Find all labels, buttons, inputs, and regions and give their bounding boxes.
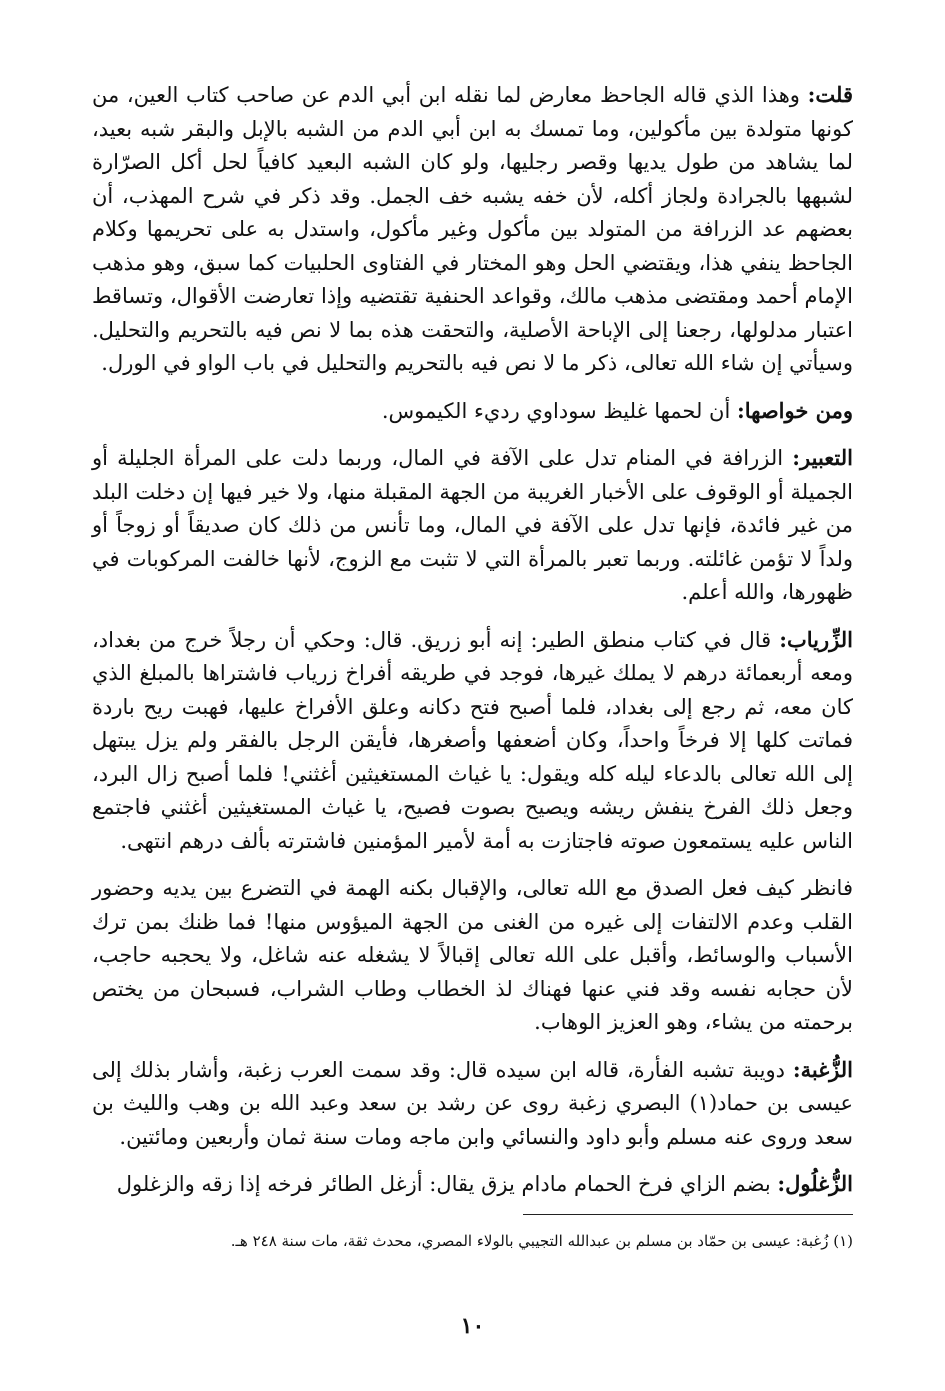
paragraph (92, 623, 853, 859)
paragraph-heading: ومن خواصها: (736, 397, 853, 423)
paragraph (92, 1167, 853, 1202)
paragraph-heading: الزِّرياب: (779, 626, 853, 652)
body-text (92, 78, 853, 1202)
paragraph-heading: الزُّغلُول: (777, 1171, 853, 1196)
paragraph-text: وهذا الذي قاله الجاحظ معارض لما نقله ابن أبي الدم عن صاحب كتاب العين، من كونها متولدة بين مأكولين، وما تمسك به ابن أبي الدم من الشبه بالإبل والبقر شبه بعيد، لما يشاهد من طول يديها وقصر رجليها، ولو كان الشبه البعيد كافياً لحل أكل الصرّارة لشبهها بالجرادة ولجاز أكله، لأن خفه يشبه خف الجمل. وقد ذكر في شرح المهذب، أن بعضهم عد الزرافة من المتولد بين مأكول وغير مأكول، واستدل به على تحريمها وكلام الجاحظ ينفي هذا، ويقتضي الحل وهو المختار في الفتاوى الحلبيات كما سبق، وهو مذهب الإمام أحمد ومقتضى مذهب مالك، وقواعد الحنفية تقتضيه وإذا تعارضت الأقوال، وتساقط اعتبار مدلولها، رجعنا إلى الإباحة الأصلية، والتحقت هذه بما لا نص فيه بالتحريم والتحليل. وسيأتي إن شاء الله تعالى، ذكر ما لا نص فيه بالتحريم والتحليل في باب الواو في الورل. (92, 83, 853, 375)
paragraph-heading: قلت: (807, 82, 853, 107)
paragraph-text: فانظر كيف فعل الصدق مع الله تعالى، والإقبال بكنه الهمة في التضرع بين يديه وحضور القلب وعدم الالتفات إلى غيره من الغنى من الجهة الميؤوس منها! فما ظنك بمن ترك الأسباب والوسائط، وأقبل على الله تعالى إقبالاً لا يشغله عنه شاغل، ولا يحجبه حاجب، لأن حجابه نفسه وقد فني عنها فهناك لذ الخطاب وطاب الشراب، فسبحان من يختص برحمته من يشاء، وهو العزيز الوهاب. (92, 876, 853, 1034)
paragraph-heading: الزُّغبة: (792, 1056, 853, 1082)
paragraph-text: الزرافة في المنام تدل على الآفة في المال، وربما دلت على المرأة الجليلة أو الجميلة أو الوقوف على الأخبار الغريبة من الجهة المقبلة منها، ولا خير فيها إن دخلت البلد من غير فائدة، فإنها تدل على الآفة في المال، وما تأنس من ذلك كان صديقاً أو زوجاً أو ولداً لا تؤمن غائلته. وربما تعبر بالمرأة التي لا تثبت مع الزوج، لأنها خالفت المركوبات في ظهورها، والله أعلم. (92, 446, 853, 604)
page-number: ١٠ (460, 1313, 485, 1339)
paragraph-text: دويبة تشبه الفأرة، قاله ابن سيده قال: وقد سمت العرب زغبة، وأشار بذلك إلى عيسى بن حماد(١) البصري زغبة روى عن رشد بن سعد وعبد الله بن وهب والليث بن سعد وروى عنه مسلم وأبو داود والنسائي وابن ماجه ومات سنة ثمان وأربعين ومائتين. (92, 1057, 853, 1149)
footnote: (١) زُغبة: عيسى بن حمّاد بن مسلم بن عبدالله التجيبي بالولاء المصري، محدث ثقة، مات سنة ٢٤٨ هـ. (230, 1231, 853, 1250)
paragraph-heading: التعبير: (792, 445, 853, 470)
paragraph (92, 441, 853, 610)
paragraph (92, 78, 853, 381)
paragraph (92, 394, 853, 429)
paragraph-text: بضم الزاي فرخ الحمام مادام يزق يقال: أزغل الطائر فرخه إذا زقه والزغلول (116, 1172, 778, 1196)
paragraph (92, 1053, 853, 1155)
footnote-divider (523, 1214, 853, 1215)
paragraph-text: أن لحمها غليظ سوداوي رديء الكيموس. (381, 398, 737, 423)
paragraph-text: قال في كتاب منطق الطير: إنه أبو زريق. قال: وحكي أن رجلاً خرج من بغداد، ومعه أربعمائة درهم لا يملك غيرها، فوجد في طريقه أفراخ زرياب فاشتراها بالمبلغ الذي كان معه، ثم رجع إلى بغداد، فلما أصبح فتح دكانه وعلق الأفراخ عليها، فهبت ريح باردة فماتت كلها إلا فرخاً واحداً، وكان أضعفها وأصغرها، فأيقن الرجل بالفقر ولم يزل يبتهل إلى الله تعالى بالدعاء ليله كله ويقول: يا غياث المستغيثين أغثني! فلما أصبح زال البرد، وجعل ذلك الفرخ ينفش ريشه ويصيح بصوت فصيح، يا غياث المستغيثين أغثني فاجتمع الناس عليه يستمعون صوته فاجتازت به أمة لأمير المؤمنين فاشترته بألف درهم انتهى. (92, 627, 853, 853)
paragraph (92, 871, 853, 1040)
